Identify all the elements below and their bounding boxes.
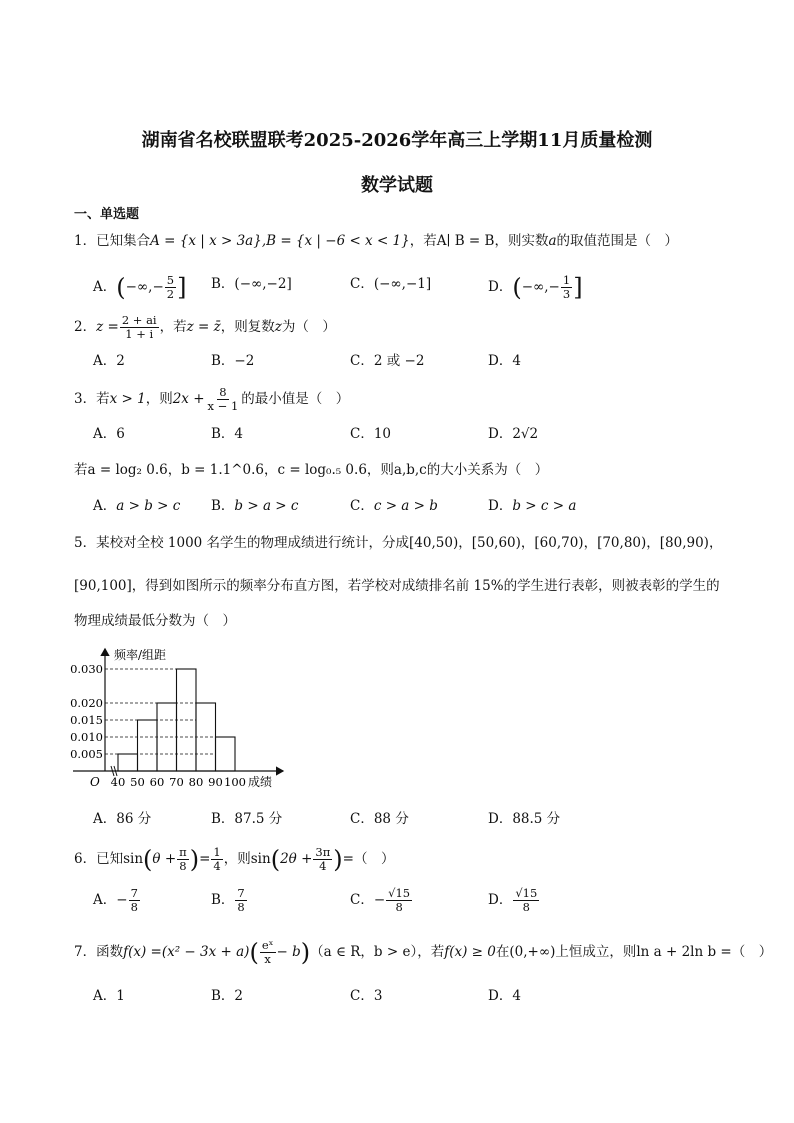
section-heading: 一、单选题	[74, 207, 140, 222]
q7-option-c[interactable]: C．3	[350, 988, 383, 1004]
question-5-line-1: 5．某校对全校 1000 名学生的物理成绩进行统计，分成[40,50)，[50,60)，[60,70)，[70,80)，[80,90)，	[74, 535, 723, 551]
x-tick-label: 70	[169, 775, 184, 789]
q3-option-b[interactable]: B．4	[211, 426, 244, 442]
x-tick-label: 100	[224, 775, 246, 789]
y-tick-label: 0.010	[70, 730, 103, 744]
q6-option-b[interactable]: B． $\frac{7}{8}$	[211, 886, 245, 914]
q1-option-d[interactable]: D．(−∞,− $\frac{1}{3}$ ]	[488, 273, 583, 302]
q4-option-b[interactable]: B．b > a > c	[211, 498, 299, 514]
q4-option-d[interactable]: D．b > c > a	[488, 498, 577, 514]
question-1: 1．已知集合A = {x | x > 3a},B = {x | −6 < x < 1}，若A∣ B = B，则实数a的取值范围是（ ）	[74, 233, 679, 249]
x-tick-label: 90	[208, 775, 223, 789]
x-tick-label: 40	[110, 775, 126, 789]
q6-option-d[interactable]: D． $\frac{√15}{8}$	[488, 886, 538, 914]
q5-option-d[interactable]: D．88.5 分	[488, 811, 561, 827]
histogram-bar	[118, 754, 138, 771]
histogram-bar	[216, 737, 236, 771]
q3-option-a[interactable]: A．6	[93, 426, 125, 442]
y-tick-label: 0.015	[70, 713, 103, 727]
q7-option-a[interactable]: A．1	[93, 988, 125, 1004]
question-6: 6．已知sin(θ + $\frac{\pi}{8}$ )= $\frac{1}{4}$ ，则sin(2θ + $\frac{3\pi}{4}$ )=（ ）	[74, 845, 395, 874]
question-3: 3．若x > 1，则2x + $\frac{8}{x - 1}$ 的最小值是（ ）	[74, 385, 350, 413]
q2-option-d[interactable]: D．4	[488, 353, 521, 369]
q7-option-d[interactable]: D．4	[488, 988, 521, 1004]
origin-label: O	[90, 775, 100, 789]
q1-option-a[interactable]: A．(−∞,− $\frac{5}{2}$ ]	[93, 273, 187, 302]
question-2: 2．z = $\frac{2 + ai}{1 + i}$ ，若z = z̄，则复数z为（ ）	[74, 313, 336, 341]
page-title: 湖南省名校联盟联考2025-2026学年高三上学期11月质量检测	[141, 130, 653, 151]
q2-option-a[interactable]: A．2	[93, 353, 125, 369]
q1-option-c[interactable]: C．(−∞,−1]	[350, 276, 432, 292]
y-axis-label: 频率/组距	[114, 648, 167, 662]
q6-option-c[interactable]: C．− $\frac{√15}{8}$	[350, 886, 411, 914]
q5-option-c[interactable]: C．88 分	[350, 811, 409, 827]
x-tick-label: 60	[149, 775, 165, 789]
question-5-line-3: 物理成绩最低分数为（ ）	[74, 613, 236, 629]
y-tick-label: 0.020	[70, 696, 103, 710]
q5-option-b[interactable]: B．87.5 分	[211, 811, 283, 827]
page-subtitle: 数学试题	[361, 175, 433, 196]
q4-option-a[interactable]: A．a > b > c	[93, 498, 181, 514]
q5-option-a[interactable]: A．86 分	[93, 811, 152, 827]
q2-option-c[interactable]: C．2 或 −2	[350, 353, 425, 369]
q2-option-b[interactable]: B．−2	[211, 353, 255, 369]
q6-option-a[interactable]: A．− $\frac{7}{8}$	[93, 886, 138, 914]
q7-option-b[interactable]: B．2	[211, 988, 244, 1004]
x-axis-label: 成绩	[248, 775, 273, 789]
y-tick-label: 0.005	[70, 747, 103, 761]
question-7: 7．函数f(x) =(x² − 3x + a)( $\frac{\text{eˣ}}{x}$ − b)（a ∈ R，b > e），若f(x) ≥ 0在(0,+∞)上恒成立，则ln a + 2ln b =（ ）	[74, 938, 773, 967]
q3-option-d[interactable]: D．2√2	[488, 426, 539, 442]
x-tick-label: 80	[188, 775, 204, 789]
x-tick-label: 50	[130, 775, 145, 789]
question-5-line-2: [90,100]，得到如图所示的频率分布直方图，若学校对成绩排名前 15%的学生进行表彰，则被表彰的学生的	[74, 578, 720, 594]
q1-option-b[interactable]: B．(−∞,−2]	[211, 276, 292, 292]
y-tick-label: 0.030	[70, 662, 103, 676]
question-4: 若a = log₂ 0.6，b = 1.1^0.6，c = log₀.₅ 0.6，则a,b,c的大小关系为（ ）	[74, 462, 549, 478]
frequency-histogram	[68, 643, 288, 793]
histogram-bar	[138, 720, 158, 771]
q4-option-c[interactable]: C．c > a > b	[350, 498, 438, 514]
q3-option-c[interactable]: C．10	[350, 426, 392, 442]
